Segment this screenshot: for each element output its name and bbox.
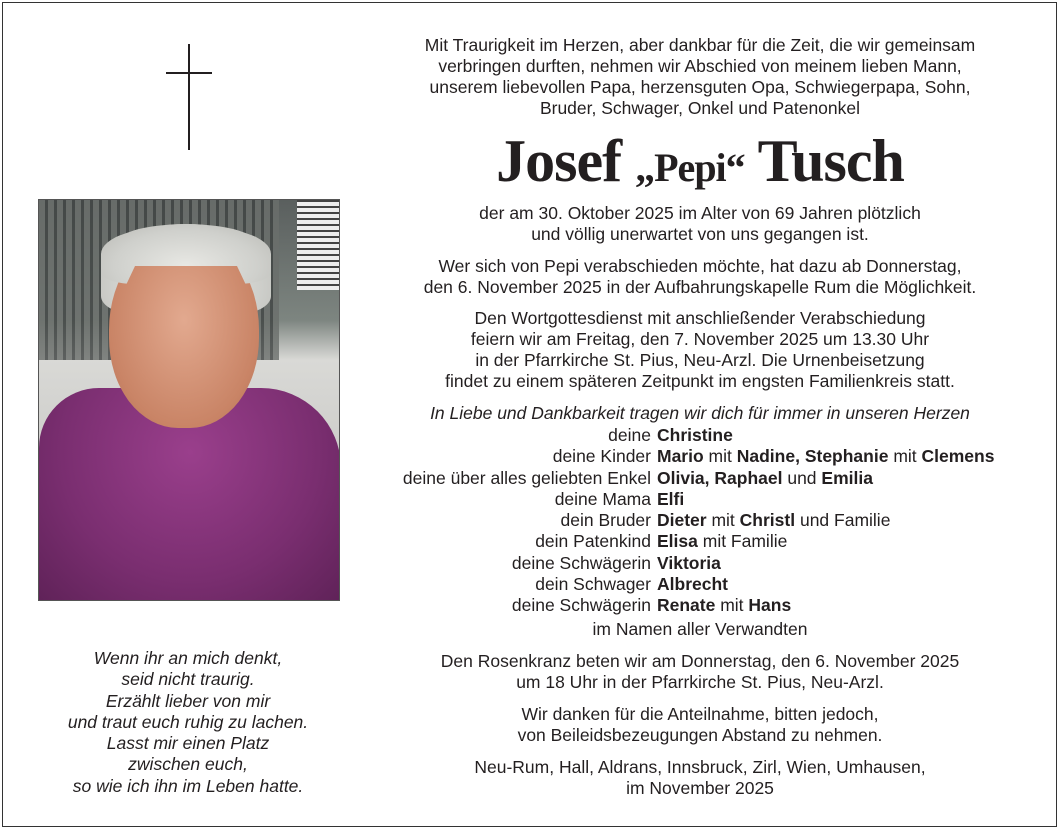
relative-name: Christine [657, 425, 733, 445]
relative-name: Renate [657, 595, 716, 616]
family-row [370, 468, 1050, 489]
family-row [370, 489, 1050, 510]
connector-text: mit [888, 446, 922, 467]
family-row [370, 510, 1050, 531]
family-row [370, 595, 1050, 616]
relative-names [657, 574, 728, 595]
family-row [370, 574, 1050, 595]
relative-name: Nadine, Stephanie [736, 446, 889, 467]
rosary-text [370, 651, 1030, 693]
relative-names [657, 595, 791, 616]
relation-label: deine Schwägerin [511, 595, 651, 616]
intro-line: unserem liebevollen Papa, herzensguten Opa, Schwiegerpapa, Sohn, [429, 77, 971, 97]
poem-line: Wenn ihr an mich denkt, [93, 648, 283, 668]
intro-line: Mit Traurigkeit im Herzen, aber dankbar für die Zeit, die wir gemeinsam [424, 35, 976, 55]
relative-name: Dieter [657, 510, 707, 531]
relative-name: Clemens [921, 446, 995, 467]
intro-line: verbringen durften, nehmen wir Abschied von meinem lieben Mann, [438, 56, 962, 76]
connector-text: und [782, 467, 822, 488]
poem [38, 648, 338, 797]
death-line: der am 30. Oktober 2025 im Alter von 69 Jahren plötzlich [479, 203, 921, 223]
relative-names [657, 446, 994, 467]
portrait-photo [38, 199, 340, 601]
connector-text: und Familie [795, 510, 891, 531]
family-row [370, 531, 1050, 552]
relation-label: deine über alles geliebten Enkel [402, 467, 651, 488]
service-line: in der Pfarrkirche St. Pius, Neu-Arzl. Die Urnenbeisetzung [475, 350, 925, 370]
poem-line: zwischen euch, [128, 754, 248, 775]
relation-label: deine Mama [554, 488, 651, 509]
service-line: feiern wir am Freitag, den 7. November 2025 um 13.30 Uhr [470, 329, 930, 349]
intro-text [370, 35, 1030, 119]
relation-label: deine Schwägerin [511, 552, 651, 573]
last-name: Tusch [757, 128, 904, 194]
relative-names [657, 553, 721, 574]
relative-name: Viktoria [657, 552, 721, 573]
places-line: Neu-Rum, Hall, Aldrans, Innsbruck, Zirl, Wien, Umhausen, [474, 757, 926, 777]
relative-name: Albrecht [657, 574, 728, 595]
poem-line: seid nicht traurig. [121, 669, 255, 690]
relative-names [657, 489, 684, 510]
relative-name: Emilia [821, 467, 873, 488]
relative-names [657, 531, 787, 552]
deceased-name [370, 126, 1030, 203]
poem-line: und traut euch ruhig zu lachen. [67, 711, 309, 732]
poem-line: so wie ich ihn im Leben hatte. [72, 775, 304, 796]
date-line: im November 2025 [626, 778, 774, 798]
relation-label: deine [608, 425, 651, 445]
relation-label: dein Bruder [560, 510, 651, 531]
connector-text: mit [715, 595, 749, 616]
relative-names [657, 468, 873, 489]
poem-line: Lasst mir einen Platz [106, 733, 270, 754]
cross-icon [166, 44, 212, 150]
thanks-line: von Beileidsbezeugungen Abstand zu nehmen. [517, 725, 883, 745]
rosary-line: um 18 Uhr in der Pfarrkirche St. Pius, Neu-Arzl. [516, 672, 884, 692]
connector-text: mit [703, 446, 737, 467]
family-row [370, 446, 1050, 467]
death-text [370, 203, 1030, 245]
thanks-text [370, 704, 1030, 746]
thanks-line: Wir danken für die Anteilnahme, bitten jedoch, [521, 704, 879, 724]
family-list [370, 425, 1050, 640]
relative-names [657, 510, 890, 531]
death-line: und völlig unerwartet von uns gegangen ist. [531, 224, 869, 244]
intro-line: Bruder, Schwager, Onkel und Patenonkel [539, 98, 861, 118]
farewell-line: den 6. November 2025 in der Aufbahrungskapelle Rum die Möglichkeit. [423, 277, 977, 297]
service-text [370, 308, 1030, 392]
relative-name: Olivia, Raphael [657, 467, 783, 488]
connector-text: mit [706, 510, 740, 531]
service-line: Den Wortgottesdienst mit anschließender Verabschiedung [474, 308, 926, 328]
farewell-text [370, 256, 1030, 298]
rosary-line: Den Rosenkranz beten wir am Donnerstag, den 6. November 2025 [440, 651, 960, 671]
relative-name: Hans [748, 595, 792, 616]
nickname: „Pepi“ [635, 145, 745, 190]
family-row [370, 553, 1050, 574]
relation-label: deine Kinder [552, 446, 651, 467]
relative-names [657, 425, 733, 446]
poem-line: Erzählt lieber von mir [105, 690, 271, 711]
relative-name: Elfi [657, 488, 685, 509]
family-row [370, 425, 1050, 446]
relative-name: Mario [657, 446, 704, 467]
connector-text: mit Familie [697, 531, 788, 552]
relation-label: dein Patenkind [535, 531, 651, 552]
first-name: Josef [496, 128, 622, 194]
relative-name: Elisa [657, 531, 698, 552]
farewell-line: Wer sich von Pepi verabschieden möchte, hat dazu ab Donnerstag, [438, 256, 962, 276]
relative-name: Christl [739, 510, 796, 531]
relation-label: dein Schwager [535, 574, 651, 595]
love-line: In Liebe und Dankbarkeit tragen wir dich für immer in unseren Herzen [430, 403, 970, 423]
service-line: findet zu einem späteren Zeitpunkt im engsten Familienkreis statt. [445, 371, 955, 391]
family-signature: im Namen aller Verwandten [592, 618, 808, 639]
places-text [370, 757, 1030, 799]
